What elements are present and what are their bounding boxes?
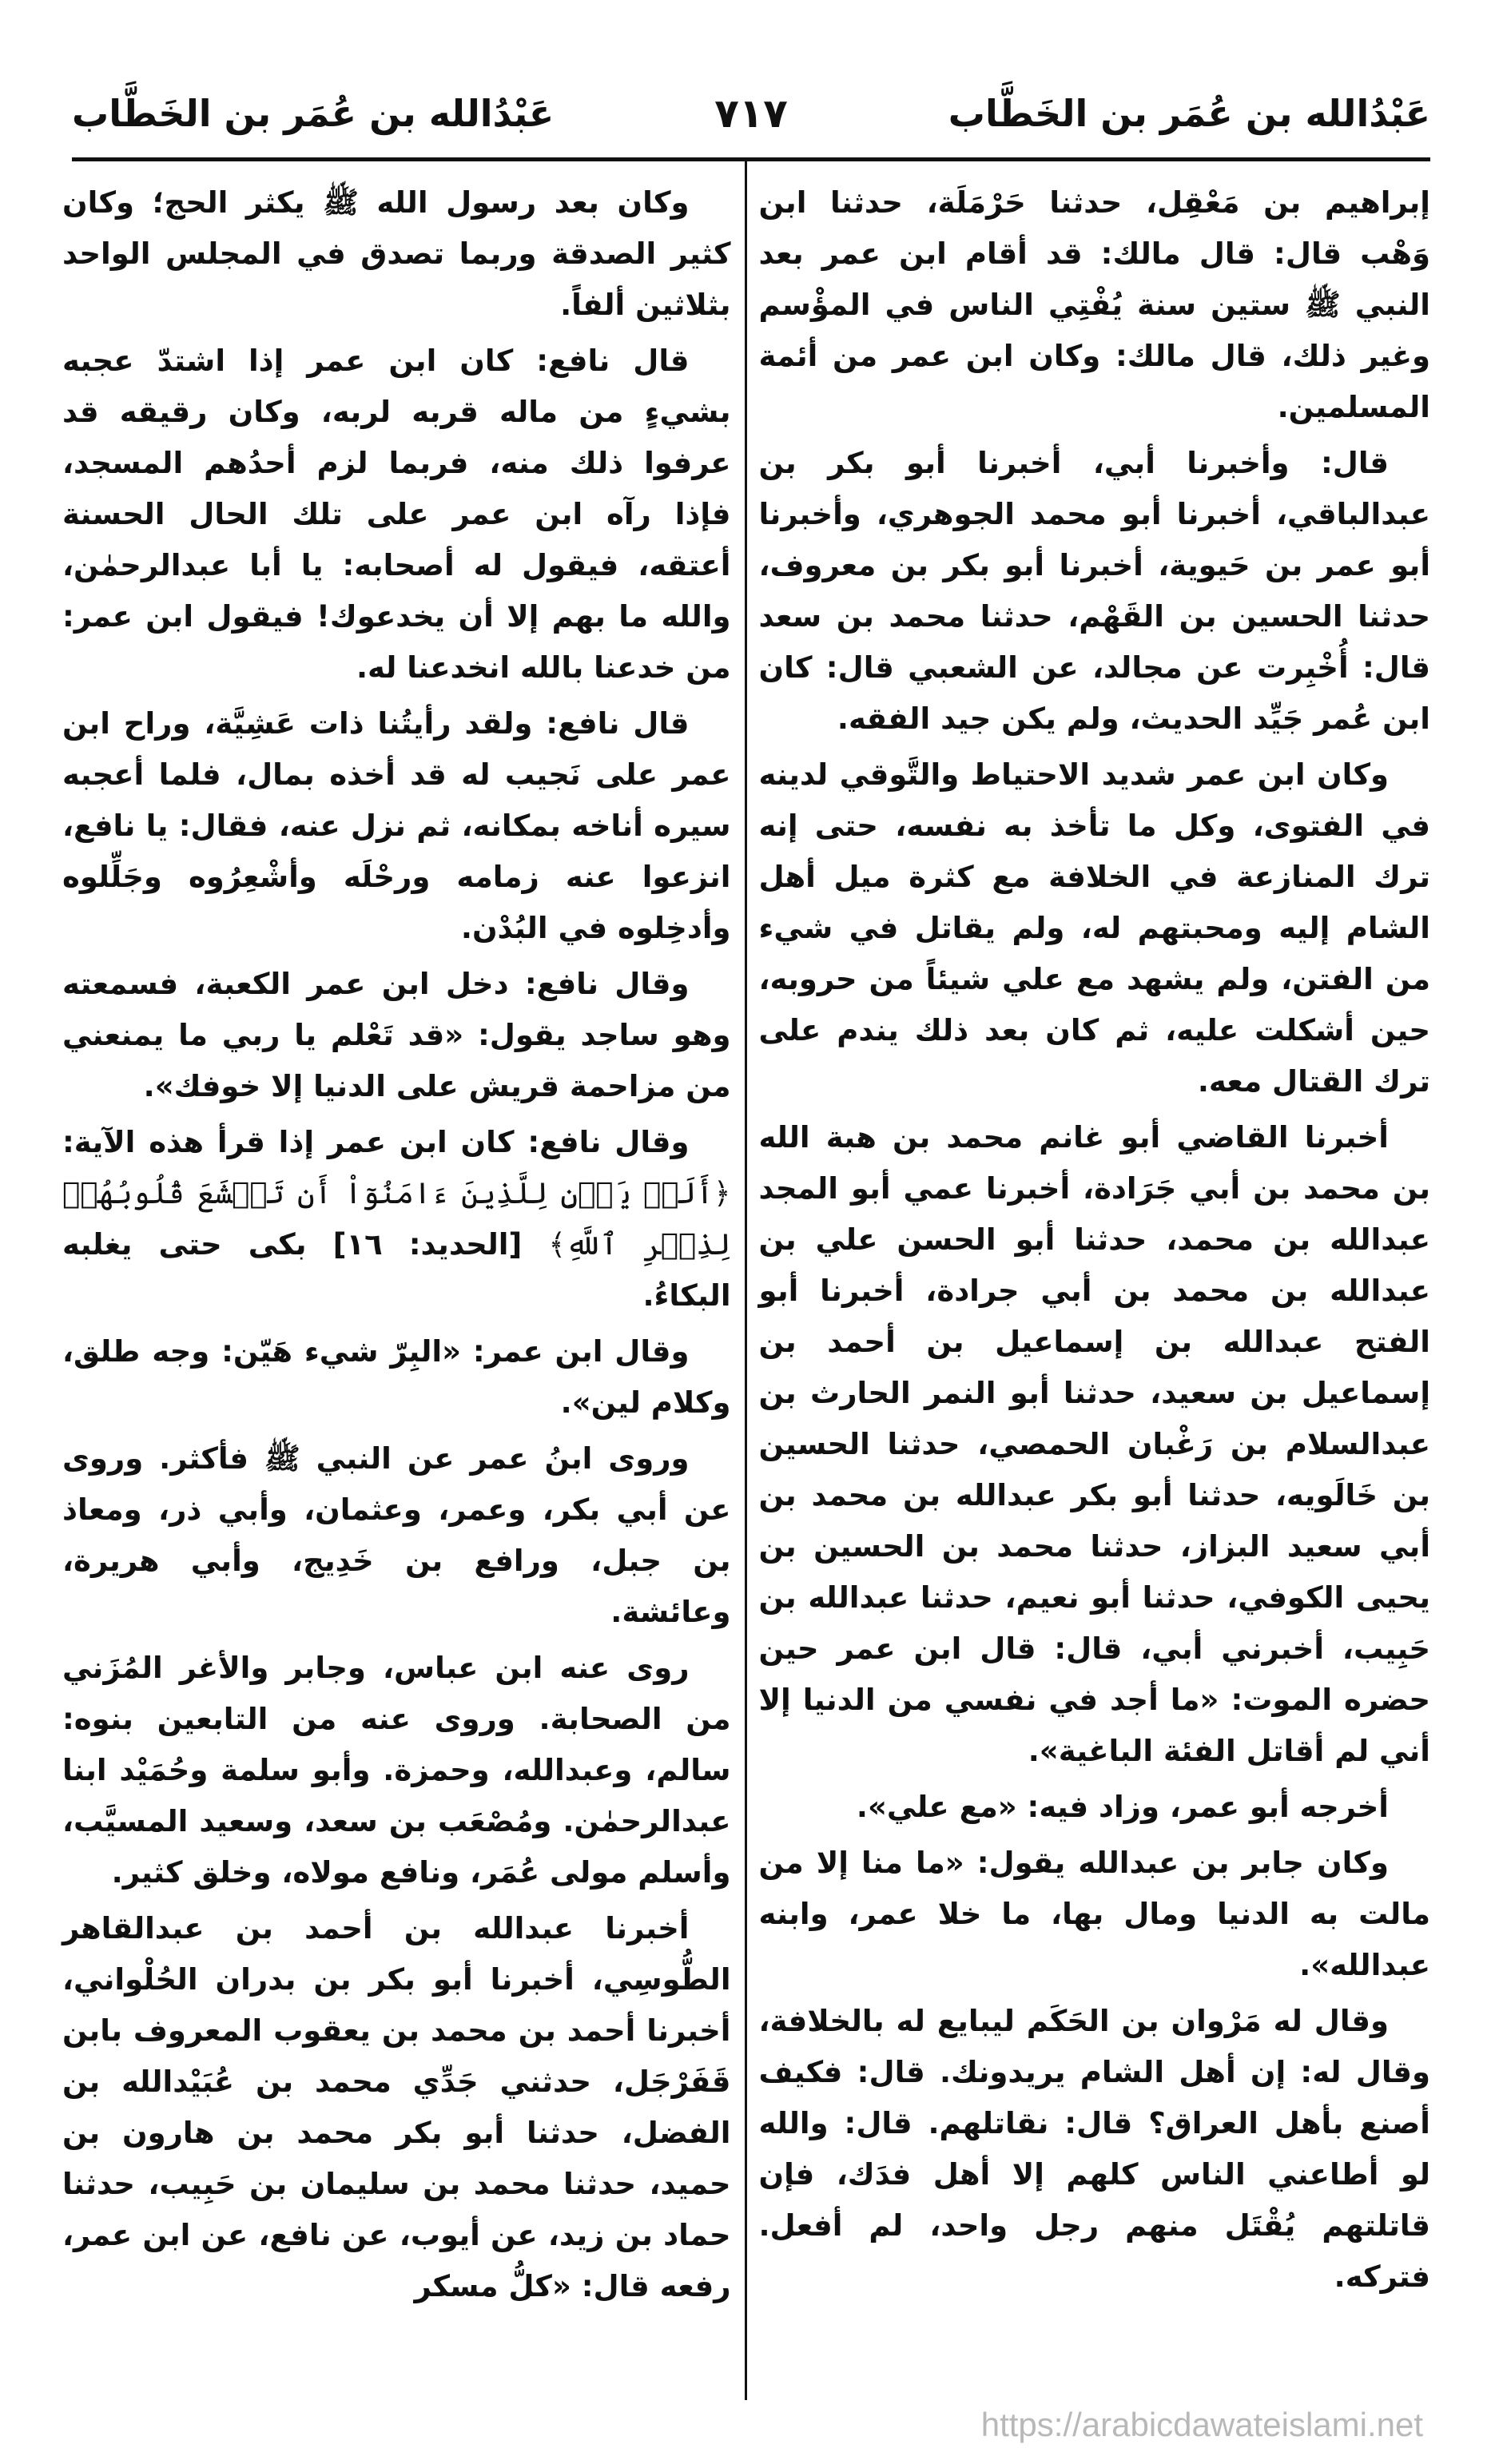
- footer-space: [62, 2312, 731, 2400]
- paragraph: أخبرنا القاضي أبو غانم محمد بن هبة الله بن محمد بن أبي جَرَادة، أخبرنا عمي أبو المجد عبدالله بن محمد، حدثنا أبو الحسن علي بن عبدالله بن محمد بن أبي جرادة، أخبرنا أبو الفتح عبدالله بن إسماعيل بن أحمد بن إسماعيل بن سعيد، حدثنا أبو النمر الحارث بن عبدالسلام بن رَغْبان الحمصي، حدثنا الحسين بن خَالَويه، حدثنا أبو بكر عبدالله بن محمد بن أبي سعيد البزاز، حدثنا محمد بن الحسين بن يحيى الكوفي، حدثنا أبو نعيم، حدثنا عبدالله بن حَبِيب، أخبرني أبي، قال: قال ابن عمر حين حضره الموت: «ما أجد في نفسي من الدنيا إلا أني لم أقاتل الفئة الباغية».: [758, 1120, 1430, 1768]
- paragraph: وقال نافع: دخل ابن عمر الكعبة، فسمعته وهو ساجد يقول: «قد تَعْلم يا ربي ما يمنعني من مزاحمة قريش على الدنيا إلا خوفك».: [62, 967, 731, 1103]
- text-columns: [62, 177, 1430, 2400]
- paragraph: وكان ابن عمر شديد الاحتياط والتَّوقي لدينه في الفتوى، وكل ما تأخذ به نفسه، حتى إنه ترك المنازعة في الخلافة مع كثرة ميل أهل الشام إليه ومحبتهم له، ولم يقاتل في شيء من الفتن، ولم يشهد مع علي شيئاً من حروبه، حين أشكلت عليه، ثم كان بعد ذلك يندم على ترك القتال معه.: [758, 757, 1430, 1099]
- paragraph: وروى ابنُ عمر عن النبي ﷺ فأكثر. وروى عن أبي بكر، وعمر، وعثمان، وأبي ذر، ومعاذ بن جبل، ورافع بن خَدِيج، وأبي هريرة، وعائشة.: [62, 1441, 731, 1629]
- surah-reference: [الحديد: ١٦] بكى حتى يغلبه البكاءُ.: [62, 1227, 731, 1313]
- paragraph: روى عنه ابن عباس، وجابر والأغر المُزَني من الصحابة. وروى عنه من التابعين بنوه: سالم، وعبدالله، وحمزة. وأبو سلمة وحُمَيْد ابنا عبدالرحمٰن. ومُصْعَب بن سعد، وسعيد المسيَّب، وأسلم مولى عُمَر، ونافع مولاه، وخلق كثير.: [62, 1651, 731, 1890]
- paragraph: قال نافع: ولقد رأيتُنا ذات عَشِيَّة، وراح ابن عمر على نَجيب له قد أخذه بمال، فلما أعجبه سيره أناخه بمكانه، ثم نزل عنه، فقال: يا نافع، انزعوا عنه زمامه ورحْلَه وأشْعِرُوه وجَلِّلوه وأدخِلوه في البُدْن.: [62, 706, 731, 945]
- paragraph: وقال ابن عمر: «البِرّ شيء هَيّن: وجه طلق، وكلام لين».: [62, 1334, 731, 1420]
- paragraph: وقال له مَرْوان بن الحَكَم ليبايع له بالخلافة، وقال له: إن أهل الشام يريدونك. قال: فكيف أصنع بأهل العراق؟ قال: نقاتلهم. قال: والله لو أطاعني الناس كلهم إلا أهل فدَك، فإن قاتلتهم يُقْتَل منهم رجل واحد، لم أفعل. فتركه.: [758, 2004, 1430, 2294]
- running-title-left: عَبْدُالله بن عُمَر بن الخَطَّاب: [72, 92, 555, 135]
- paragraph: أخبرنا عبدالله بن أحمد بن عبدالقاهر الطُّوسِي، أخبرنا أبو بكر بن بدران الحُلْواني، أخبرنا أحمد بن محمد بن يعقوب المعروف بابن قَفَرْجَل، حدثني جَدِّي محمد بن عُبَيْدالله بن الفضل، حدثنا أبو بكر محمد بن هارون بن حميد، حدثنا محمد بن سليمان بن حَبِيب، حدثنا حماد بن زيد، عن أيوب، عن نافع، عن ابن عمر، رفعه قال: «كلُّ مسكر: [62, 1911, 731, 2303]
- paragraph-text: وقال نافع: كان ابن عمر إذا قرأ هذه الآية:: [62, 1125, 690, 1159]
- watermark-url: https://arabicdawateislami.net: [980, 2406, 1423, 2443]
- paragraph: وكان بعد رسول الله ﷺ يكثر الحج؛ وكان كثير الصدقة وربما تصدق في المجلس الواحد بثلاثين ألفاً.: [62, 185, 731, 322]
- header-rule: [72, 157, 1430, 161]
- paragraph-quran-citation: [62, 1117, 731, 1321]
- paragraph: وكان جابر بن عبدالله يقول: «ما منا إلا من مالت به الدنيا ومال بها، ما خلا عمر، وابنه عبدالله».: [758, 1846, 1430, 1982]
- paragraph: إبراهيم بن مَعْقِل، حدثنا حَرْمَلَة، حدثنا ابن وَهْب قال: قال مالك: قد أقام ابن عمر بعد النبي ﷺ ستين سنة يُفْتِي الناس في المؤْسم وغير ذلك، قال مالك: وكان ابن عمر من أئمة المسلمين.: [758, 185, 1430, 424]
- page-number: ٧١٧: [714, 90, 788, 137]
- running-title-right: عَبْدُالله بن عُمَر بن الخَطَّاب: [948, 92, 1430, 135]
- quran-verse: ﴿أَلَمۡ يَأۡنِ لِلَّذِينَ ءَامَنُوٓاْ أَن تَخۡشَعَ قُلُوبُهُمۡ لِذِكۡرِ ٱللَّهِ﴾: [62, 1176, 731, 1262]
- running-head: [72, 77, 1430, 150]
- paragraph: قال نافع: كان ابن عمر إذا اشتدّ عجبه بشيءٍ من ماله قربه لربه، وكان رقيقه قد عرفوا ذلك منه، فربما لزم أحدُهم المسجد، فإذا رآه ابن عمر على تلك الحال الحسنة أعتقه، فيقول له أصحابه: يا أبا عبدالرحمٰن، والله ما بهم إلا أن يخدعوك! فيقول ابن عمر: من خدعنا بالله انخدعنا له.: [62, 344, 731, 685]
- right-column: [759, 177, 1431, 2303]
- paragraph: أخرجه أبو عمر، وزاد فيه: «مع علي».: [856, 1790, 1389, 1824]
- column-divider: [745, 160, 747, 2400]
- left-column: [62, 177, 731, 2400]
- paragraph: قال: وأخبرنا أبي، أخبرنا أبو بكر بن عبدالباقي، أخبرنا أبو محمد الجوهري، وأخبرنا أبو عمر بن حَيوية، أخبرنا أبو بكر بن معروف، حدثنا الحسين بن القَهْم، حدثنا محمد بن سعد قال: أُخْبِرت عن مجالد، عن الشعبي قال: كان ابن عُمر جَيِّد الحديث، ولم يكن جيد الفقه.: [758, 446, 1430, 736]
